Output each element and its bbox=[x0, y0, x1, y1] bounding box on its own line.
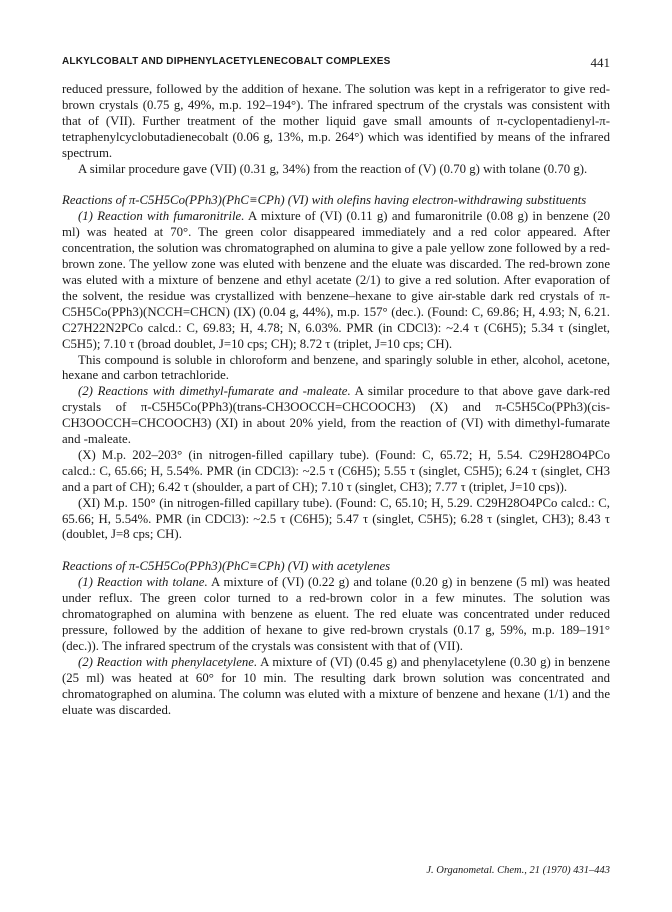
paragraph-fumaronitrile-text: A mixture of (VI) (0.11 g) and fumaronitrile (0.08 g) in benzene (20 ml) was heated at 70°. The green color disappeared immediately and a red color appeared. After concentration, the solution was chromatographed on alumina to give a pale yellow zone followed by a red-brown zone. The yellow zone was eluted with benzene and the eluate was discarded. The red-brown zone was eluted with a mixture of benzene and ethyl acetate (2/1) to give a red solution. After evaporation of the solvent, the residue was crystallized with benzene–hexane to give air-stable dark red crystals of π-C5H5Co(PPh3)(NCCH=CHCN) (IX) (0.04 g, 44%), m.p. 157° (dec.). (Found: C, 69.86; H, 4.93; N, 6.21. C27H22N2PCo calcd.: C, 69.83; H, 4.78; N, 6.03%. PMR (in CDCl3): ~2.4 τ (C6H5); 5.34 τ (singlet, C5H5); 7.10 τ (broad doublet, J=10 cps; CH); 8.72 τ (triplet, J=10 cps; CH). bbox=[62, 209, 611, 351]
paragraph-tolane-text: A mixture of (VI) (0.22 g) and tolane (0.20 g) in benzene (5 ml) was heated under reflux. The green color turned to a red-brown color in a few minutes. The solution was chromatographed on alumina with benzene as eluent. The red eluate was concentrated under reduced pressure, followed by the addition of hexane to give red-brown crystals (0.17 g, 59%, m.p. 189–191° (dec.)). The infrared spectrum of the crystals was consistent with that of (VII). bbox=[62, 575, 610, 653]
paragraph-compound-xi: (XI) M.p. 150° (in nitrogen-filled capillary tube). (Found: C, 65.10; H, 5.29. C29H28O4PCo calcd.: C, 65.66; H, 5.54%. PMR (in CDCl3): ~2.5 τ (C6H5); 5.47 τ (singlet, C5H5); 6.28 τ (singlet, CH3); 8.43 τ (doublet, J=8 cps; CH). bbox=[62, 495, 610, 542]
section-heading-acetylenes: Reactions of π-C5H5Co(PPh3)(PhC≡CPh) (VI) with acetylenes bbox=[62, 559, 391, 574]
paragraph-tolane bbox=[62, 575, 610, 655]
paragraph-dimethyl bbox=[62, 384, 610, 448]
paragraph-tolane-procedure: A similar procedure gave (VII) (0.31 g, 34%) from the reaction of (V) (0.70 g) with tolane (0.70 g). bbox=[78, 161, 588, 176]
subsection-lead-fumaronitrile: (1) Reaction with fumaronitrile. bbox=[78, 209, 245, 224]
body-text bbox=[62, 82, 610, 718]
subsection-lead-tolane: (1) Reaction with tolane. bbox=[78, 575, 208, 590]
paragraph-solubility: This compound is soluble in chloroform and benzene, and sparingly soluble in ether, alcohol, acetone, hexane and carbon tetrachloride. bbox=[62, 352, 610, 383]
section-gap bbox=[62, 177, 610, 193]
page-number: 441 bbox=[590, 55, 610, 70]
paragraph-dimethyl-text: A similar procedure to that above gave dark-red crystals of π-C5H5Co(PPh3)(trans-CH3OOCCH=CHCOOCH3) (X) and π-C5H5Co(PPh3)(cis-CH3OOCCH=CHCOOCH3) (XI) in about 20% yield, from the reaction of (VI) with dimethyl-fumarate and -maleate. bbox=[62, 384, 610, 447]
section-heading-olefins: Reactions of π-C5H5Co(PPh3)(PhC≡CPh) (VI) with olefins having electron-withdrawing substituents bbox=[62, 193, 587, 208]
paragraph-phenylacetylene-text: A mixture of (VI) (0.45 g) and phenylacetylene (0.30 g) in benzene (25 ml) was heated at 60° for 10 min. The resulting dark brown solution was concentrated and chromatographed on alumina. The column was eluted with a mixture of benzene and hexane (1/1) and the eluate was discarded. bbox=[62, 654, 610, 717]
paragraph-compound-x: (X) M.p. 202–203° (in nitrogen-filled capillary tube). (Found: C, 65.72; H, 5.54. C29H28O4PCo calcd.: C, 65.66; H, 5.54%. PMR (in CDCl3): ~2.5 τ (C6H5); 5.55 τ (singlet, C5H5); 6.24 τ (singlet, CH3 and a part of CH); 6.42 τ (shoulder, a part of CH); 7.10 τ (singlet, CH3); 7.77 τ (triplet, J=10 cps)). bbox=[62, 447, 610, 494]
paragraph-fumaronitrile bbox=[62, 209, 610, 352]
paragraph-continued: reduced pressure, followed by the addition of hexane. The solution was kept in a refrigerator to give red-brown crystals (0.75 g, 49%, m.p. 192–194°). The infrared spectrum of the crystals was consistent with that of (VII). Further treatment of the mother liquid gave small amounts of π-cyclopentadienyl-π-tetraphenylcyclobutadienecobalt (0.06 g, 13%, m.p. 264°) which was identified by means of the infrared spectrum. bbox=[62, 82, 610, 160]
running-title: ALKYLCOBALT AND DIPHENYLACETYLENECOBALT COMPLEXES bbox=[62, 56, 391, 67]
subsection-lead-dimethyl: (2) Reactions with dimethyl-fumarate and -maleate. bbox=[78, 384, 351, 399]
paragraph-phenylacetylene bbox=[62, 655, 610, 719]
journal-citation: J. Organometal. Chem., 21 (1970) 431–443 bbox=[426, 865, 610, 876]
subsection-lead-phenylacetylene: (2) Reaction with phenylacetylene. bbox=[78, 654, 258, 669]
section-gap bbox=[62, 543, 610, 559]
